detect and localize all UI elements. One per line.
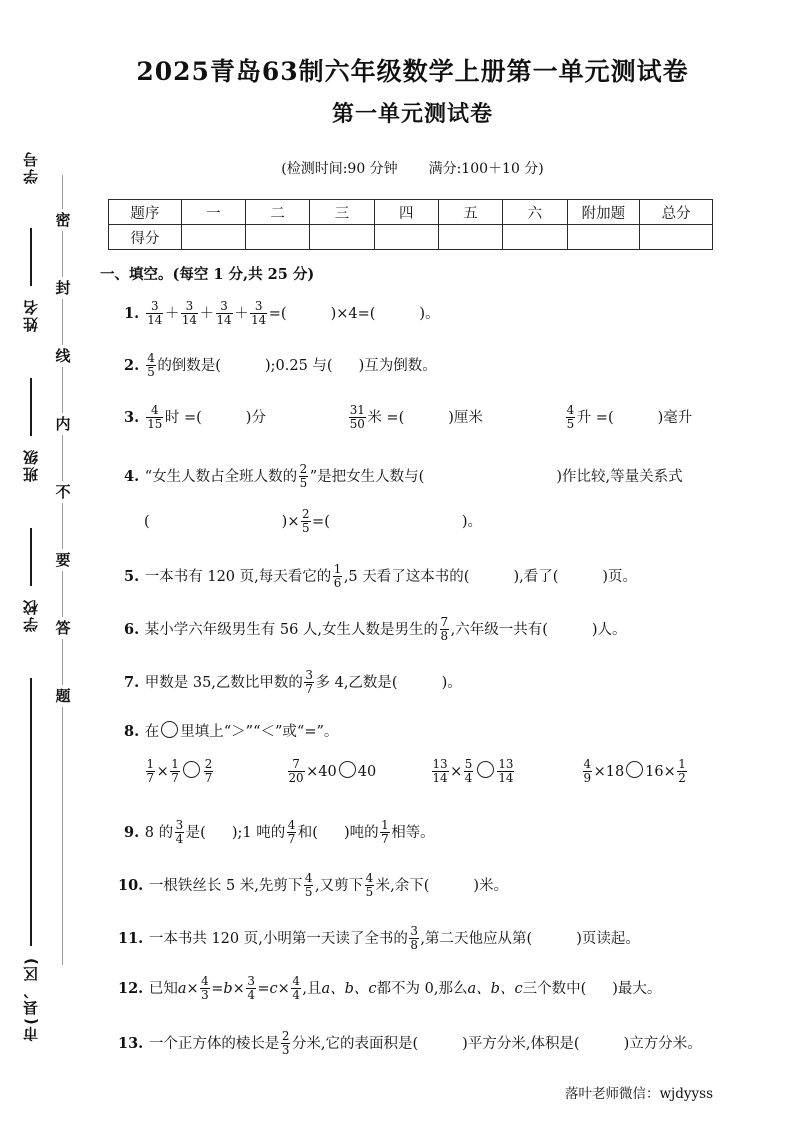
- operator: ×: [232, 981, 245, 998]
- score-cell[interactable]: [246, 225, 310, 250]
- question-text: )×: [281, 514, 300, 531]
- fraction: $\frac{4}{3}$: [201, 974, 209, 1003]
- question-text: )分: [245, 410, 266, 427]
- fraction: $\frac{3}{4}$: [175, 818, 184, 847]
- score-cell[interactable]: [640, 225, 713, 250]
- fraction: $\frac{4}{9}$: [583, 757, 592, 786]
- operand: 16×: [645, 764, 676, 781]
- score-cell[interactable]: [374, 225, 438, 250]
- question-text: )最大。: [612, 981, 662, 998]
- question-text: 相等。: [391, 825, 435, 842]
- question-text: )×4=(: [330, 306, 376, 323]
- question-text: 一本书共 120 页,小明第一天读了全书的: [148, 931, 408, 948]
- fraction: $\frac{7}{8}$: [440, 615, 449, 644]
- comparison-item-1: [144, 758, 215, 785]
- question-text: ,六年级一共有(: [450, 622, 548, 639]
- score-table-col-4: 四: [374, 200, 438, 225]
- comparison-item-3: [430, 758, 516, 785]
- question-7: [124, 669, 462, 696]
- question-text: );0.25 与(: [264, 358, 333, 375]
- question-text: 都不为 0,那么: [376, 981, 468, 998]
- fraction: $\frac{4}{7}$: [287, 818, 296, 847]
- question-11: [118, 925, 640, 952]
- question-text: 一本书有 120 页,每天看它的: [144, 569, 332, 586]
- seal-char: 答: [48, 617, 78, 639]
- fraction: $\frac{13}{14}$: [498, 757, 514, 786]
- question-number: 2.: [124, 357, 140, 375]
- question-text: 时 =(: [164, 410, 202, 427]
- variable-a: a: [177, 981, 187, 998]
- fraction: $\frac{13}{14}$: [432, 757, 448, 786]
- question-1: 1. $\frac{3}{14}$ ＋ $\frac{3}{14}$ ＋ $\frac{3}{14}$ ＋ $\frac{3}{14}$ =( )×4=( )。: [124, 299, 440, 328]
- question-text: =(: [312, 514, 330, 531]
- question-text: 三个数中(: [522, 981, 587, 998]
- operator: ×: [450, 764, 463, 781]
- question-13: [118, 1030, 702, 1057]
- seal-char: 不: [48, 481, 78, 503]
- fraction: $\frac{3}{14}$: [251, 299, 267, 328]
- score-table-col-1: 一: [181, 200, 245, 225]
- operator: ×: [156, 764, 169, 781]
- comparison-circle-icon[interactable]: [183, 761, 200, 778]
- question-text: )米。: [473, 878, 509, 895]
- question-text: )。: [419, 306, 440, 323]
- variable-list: a、b、c: [467, 981, 523, 998]
- question-text: 已知: [148, 981, 178, 998]
- question-number: 11.: [118, 930, 144, 948]
- fraction: $\frac{4}{15}$: [147, 403, 163, 432]
- operator: ×: [277, 981, 290, 998]
- question-text: 米 =(: [367, 410, 405, 427]
- question-text: 升 =(: [576, 410, 614, 427]
- student-field-xuexiao: [14, 598, 48, 668]
- question-text: 一个正方体的棱长是: [148, 1036, 280, 1053]
- seal-char: 封: [48, 277, 78, 299]
- question-6: [124, 616, 627, 643]
- question-8-comparison-row: [100, 758, 725, 792]
- question-text: 某小学六年级男生有 56 人,女生人数是男生的: [144, 622, 439, 639]
- question-text: 的倒数是(: [157, 358, 221, 375]
- question-text: =(: [268, 306, 287, 323]
- score-table-col-bonus: 附加题: [567, 200, 640, 225]
- question-text: 甲数是 35,乙数比甲数的: [144, 675, 303, 692]
- operator: =: [257, 981, 270, 998]
- score-table-col-2: 二: [246, 200, 310, 225]
- operator: ×: [186, 981, 199, 998]
- student-info-column: [14, 150, 48, 1070]
- fraction: $\frac{3}{8}$: [410, 924, 418, 953]
- comparison-item-2: [286, 758, 376, 785]
- variable-list: a、b、c: [321, 981, 377, 998]
- question-text: ),看了(: [513, 569, 559, 586]
- comparison-circle-icon[interactable]: [161, 721, 178, 738]
- question-text: )立方分米。: [623, 1036, 702, 1053]
- fraction: $\frac{3}{4}$: [247, 974, 255, 1003]
- fraction: $\frac{2}{5}$: [301, 507, 310, 536]
- operand: 40: [357, 764, 377, 781]
- question-text: ,5 天看了这本书的(: [343, 569, 470, 586]
- question-text: (: [144, 514, 150, 531]
- question-text: )。: [441, 675, 462, 692]
- fraction: $\frac{4}{5}$: [566, 403, 575, 432]
- score-cell[interactable]: [310, 225, 374, 250]
- comparison-circle-icon[interactable]: [477, 761, 494, 778]
- divider-rule: [30, 528, 32, 586]
- seal-char: 密: [48, 209, 78, 231]
- divider-rule: [30, 228, 32, 286]
- student-field-label: 姓名: [22, 298, 40, 332]
- fraction: $\frac{5}{4}$: [464, 757, 473, 786]
- question-number: 4.: [124, 468, 140, 486]
- question-text: )页。: [602, 569, 638, 586]
- divider-rule: [30, 678, 32, 946]
- fraction: $\frac{1}{7}$: [171, 757, 179, 786]
- student-field-banji: [14, 448, 48, 518]
- question-number: 6.: [124, 621, 140, 639]
- score-table: [108, 199, 713, 250]
- score-cell[interactable]: [503, 225, 567, 250]
- question-number: 5.: [124, 568, 140, 586]
- operator: =: [211, 981, 224, 998]
- question-text: )页读起。: [576, 931, 640, 948]
- fraction: $\frac{1}{2}$: [678, 757, 686, 786]
- exam-paper-body: [100, 0, 793, 1122]
- fraction: $\frac{31}{50}$: [349, 403, 365, 432]
- question-text: )。: [461, 514, 483, 531]
- question-text: )互为倒数。: [358, 358, 437, 375]
- question-8: [124, 721, 338, 740]
- question-text: )人。: [591, 622, 627, 639]
- student-field-xingming: [14, 298, 48, 368]
- student-field-label: 市(县、区): [22, 956, 40, 1042]
- question-text: 里填上“＞”“＜”或“=”。: [180, 724, 339, 740]
- fraction: $\frac{1}{6}$: [333, 562, 342, 591]
- fraction: $\frac{4}{5}$: [365, 871, 374, 900]
- question-number: 8.: [124, 723, 140, 740]
- score-table-row-label: 得分: [109, 225, 182, 250]
- question-10: [118, 872, 508, 899]
- fraction: $\frac{3}{7}$: [305, 668, 313, 697]
- fraction: $\frac{1}{7}$: [381, 818, 389, 847]
- question-3: [124, 404, 692, 431]
- score-cell[interactable]: [567, 225, 640, 250]
- seal-char: 线: [48, 345, 78, 367]
- exam-meta: [100, 158, 725, 178]
- variable-c: c: [269, 981, 278, 998]
- operand: 18: [605, 764, 625, 781]
- score-table-col-6: 六: [503, 200, 567, 225]
- page-subtitle: 第一单元测试卷: [331, 101, 493, 127]
- question-text: )作比较,等量关系式: [556, 469, 683, 486]
- question-text: )毫升: [657, 410, 693, 427]
- seal-char: 内: [48, 413, 78, 435]
- question-text: )厘米: [448, 410, 483, 427]
- comparison-item-4: [581, 758, 688, 785]
- question-9: [124, 819, 435, 846]
- variable-b: b: [223, 981, 233, 998]
- question-text: 和(: [297, 825, 318, 842]
- student-field-xuehao: [14, 150, 48, 220]
- question-text: 在: [144, 724, 160, 740]
- question-text: )吨的: [343, 825, 379, 842]
- question-text: ,且: [302, 981, 322, 998]
- operator: ×: [593, 764, 606, 781]
- fraction: $\frac{3}{14}$: [181, 299, 197, 328]
- seal-char: 要: [48, 549, 78, 571]
- comparison-circle-icon[interactable]: [626, 761, 643, 778]
- fraction: $\frac{2}{5}$: [299, 462, 308, 491]
- question-text: 8 的: [144, 825, 174, 842]
- question-2: [124, 352, 437, 379]
- exam-total-score: 满分:100＋10 分): [428, 161, 544, 177]
- question-text: ,又剪下: [314, 878, 364, 895]
- question-text: )平方分米,体积是(: [462, 1036, 580, 1053]
- exam-duration: (检测时间:90 分钟: [281, 161, 398, 177]
- question-12: [118, 975, 661, 1002]
- answer-sheet-sidebar: [0, 0, 100, 1122]
- question-4: [124, 463, 683, 490]
- score-table-col-3: 三: [310, 200, 374, 225]
- divider-rule: [30, 378, 32, 436]
- score-table-col-5: 五: [438, 200, 502, 225]
- footer-watermark: 落叶老师微信：wjdyyss: [565, 1086, 713, 1102]
- question-number: 7.: [124, 674, 140, 692]
- seal-char: 题: [48, 685, 78, 707]
- table-row-scores: [109, 225, 713, 250]
- question-number: 13.: [118, 1035, 144, 1053]
- comparison-circle-icon[interactable]: [339, 761, 356, 778]
- student-field-label: 学号: [22, 150, 40, 184]
- section-heading-fill-blank: 一、填空。(每空 1 分,共 25 分): [100, 266, 315, 283]
- question-5: [124, 563, 637, 590]
- question-text: ”是把女生人数与(: [309, 469, 425, 486]
- fraction: $\frac{3}{14}$: [216, 299, 232, 328]
- fraction: $\frac{4}{4}$: [292, 974, 300, 1003]
- question-number: 3.: [124, 409, 140, 427]
- fraction: $\frac{4}{5}$: [147, 351, 155, 380]
- score-table-row-label: 题序: [109, 200, 182, 225]
- table-row-header: [109, 200, 713, 225]
- question-text: 米,余下(: [375, 878, 430, 895]
- operator: ×: [306, 764, 319, 781]
- fraction: $\frac{4}{5}$: [304, 871, 313, 900]
- question-text: 分米,它的表面积是(: [291, 1036, 419, 1053]
- fraction: $\frac{1}{7}$: [146, 757, 155, 786]
- score-table-col-total: 总分: [640, 200, 713, 225]
- fraction: $\frac{2}{3}$: [281, 1029, 290, 1058]
- student-field-label: 学校: [22, 598, 40, 632]
- question-text: 多 4,乙数是(: [315, 675, 398, 692]
- score-cell[interactable]: [181, 225, 245, 250]
- score-cell[interactable]: [438, 225, 502, 250]
- question-number: 12.: [118, 980, 144, 998]
- student-field-shixianqu: [14, 956, 48, 1066]
- question-4-line2: [144, 508, 482, 535]
- question-text: “女生人数占全班人数的: [144, 469, 298, 486]
- question-text: ,第二天他应从第(: [420, 931, 533, 948]
- seal-line-column: [48, 175, 78, 965]
- question-text: 一根铁丝长 5 米,先剪下: [148, 878, 303, 895]
- fraction: $\frac{7}{20}$: [288, 757, 304, 786]
- page-title: 2025青岛63制六年级数学上册第一单元测试卷: [136, 57, 689, 86]
- question-number: 9.: [124, 824, 140, 842]
- operand: 40: [318, 764, 337, 781]
- fraction: $\frac{2}{7}$: [204, 757, 213, 786]
- question-number: 10.: [118, 877, 144, 895]
- fraction: $\frac{3}{14}$: [147, 299, 163, 328]
- question-number: 1.: [124, 305, 140, 323]
- student-field-label: 班级: [22, 448, 40, 482]
- question-text: );1 吨的: [231, 825, 286, 842]
- question-text: 是(: [185, 825, 206, 842]
